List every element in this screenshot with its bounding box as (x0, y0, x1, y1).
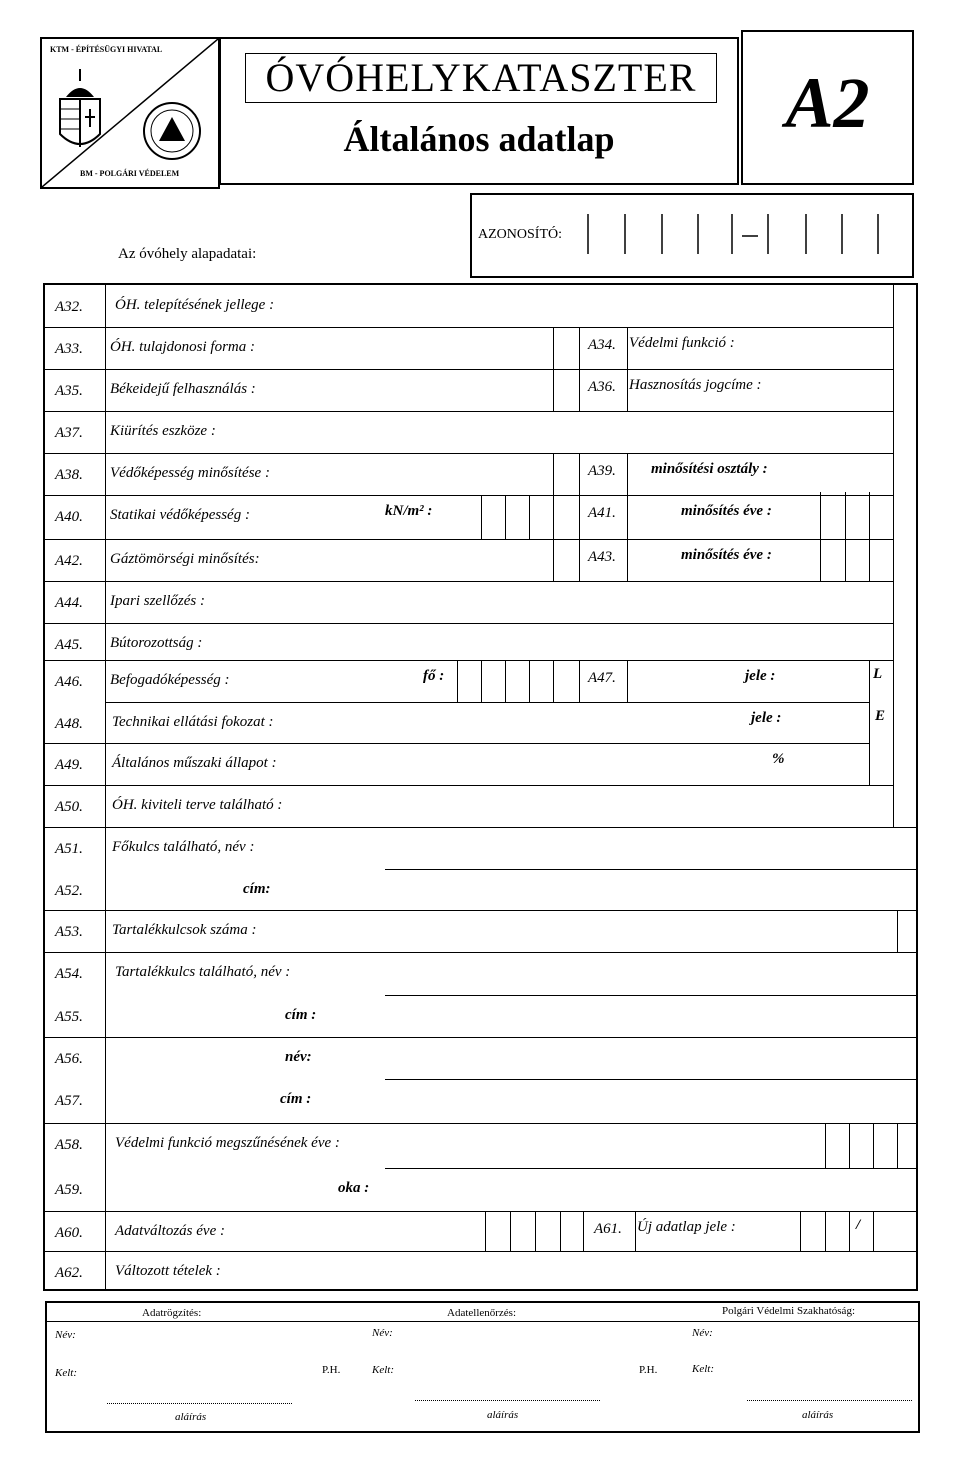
row-id: A53. (55, 924, 83, 940)
row-mark: L (873, 666, 883, 682)
row-label: Adatváltozás éve : (115, 1223, 225, 1239)
row-id: A35. (55, 383, 83, 399)
row-label: ÓH. kiviteli terve található : (112, 797, 283, 813)
row-label: Befogadóképesség : (110, 672, 230, 688)
row-id: A57. (55, 1093, 83, 1109)
row-id: A45. (55, 637, 83, 653)
row-label: cím : (285, 1007, 317, 1023)
footer-stamp-2: P.H. (639, 1364, 658, 1376)
row-id: A56. (55, 1051, 83, 1067)
row-id: A40. (55, 509, 83, 525)
civil-defence-emblem-icon (144, 103, 200, 159)
footer-date-3: Kelt: (692, 1363, 714, 1375)
footer-col3-title: Polgári Védelmi Szakhatóság: (722, 1305, 855, 1317)
row-id: A48. (55, 716, 83, 732)
row-mark: E (875, 708, 886, 724)
row-id: A51. (55, 841, 83, 857)
identifier-cells[interactable] (580, 212, 900, 256)
form-subtitle: Általános adatlap (343, 119, 615, 159)
row-id: A59. (55, 1182, 83, 1198)
footer-col2-title: Adatellenőrzés: (447, 1307, 517, 1319)
footer-signature-3: aláírás (802, 1409, 834, 1421)
row-label: ÓH. telepítésének jellege : (115, 297, 275, 313)
footer-date-2: Kelt: (372, 1364, 394, 1376)
row-id: A37. (55, 425, 83, 441)
row-id: A52. (55, 883, 83, 899)
row-id: A46. (55, 674, 83, 690)
footer-col1-title: Adatrögzítés: (142, 1307, 202, 1319)
row-right-label: % (772, 751, 785, 767)
footer-stamp-1: P.H. (322, 1364, 341, 1376)
row-id: A33. (55, 341, 83, 357)
footer-signature-1: aláírás (175, 1411, 207, 1423)
form-code: A2 (785, 63, 870, 143)
base-data-label: Az óvóhely alapadatai: (118, 246, 257, 262)
row-id: A60. (55, 1225, 83, 1241)
row-label: Tartalékkulcsok száma : (112, 922, 257, 938)
row-label: Kiürítés eszköze : (110, 423, 216, 439)
row-right-id: A41. (588, 505, 616, 521)
row-right-id: A61. (594, 1221, 622, 1237)
row-label: Tartalékkulcs található, név : (115, 964, 291, 980)
row-label: Bútorozottság : (110, 635, 203, 651)
row-id: A58. (55, 1137, 83, 1153)
row-right-label: Hasznosítás jogcíme : (629, 377, 762, 393)
footer-name-3: Név: (692, 1327, 713, 1339)
row-label: Általános műszaki állapot : (112, 755, 277, 771)
coat-of-arms-icon (60, 69, 100, 147)
row-label: Technikai ellátási fokozat : (112, 714, 274, 730)
form-title: ÓVÓHELYKATASZTER (245, 53, 717, 103)
row-right-label: minősítés éve : (681, 503, 772, 519)
row-label: Statikai védőképesség : (110, 507, 250, 523)
row-id: A38. (55, 467, 83, 483)
row-right-id: A47. (588, 670, 616, 686)
row-id: A49. (55, 757, 83, 773)
row-id: A62. (55, 1265, 83, 1281)
row-id: A44. (55, 595, 83, 611)
row-id: A55. (55, 1009, 83, 1025)
row-id: A42. (55, 553, 83, 569)
row-right-label: jele : (745, 668, 776, 684)
row-label: oka : (338, 1180, 370, 1196)
row-id: A32. (55, 299, 83, 315)
logo-panel (40, 37, 220, 189)
data-form (43, 283, 918, 1291)
row-right-id: A34. (588, 337, 616, 353)
footer-name-2: Név: (372, 1327, 393, 1339)
row-right-id: A43. (588, 549, 616, 565)
row-mark: / (856, 1217, 861, 1233)
identifier-label: AZONOSÍTÓ: (478, 227, 562, 242)
unit-label: kN/m² : (385, 503, 433, 519)
agency-logos (42, 39, 218, 187)
row-right-label: minősítési osztály : (651, 461, 768, 477)
row-right-label: jele : (751, 710, 782, 726)
row-label: cím: (243, 881, 271, 897)
footer-signature-2: aláírás (487, 1409, 519, 1421)
unit-label: fő : (423, 668, 445, 684)
row-label: név: (285, 1049, 312, 1065)
agency-bottom-text: BM - POLGÁRI VÉDELEM (80, 169, 180, 178)
row-label: ÓH. tulajdonosi forma : (110, 339, 256, 355)
row-label: Védelmi funkció megszűnésének éve : (115, 1135, 340, 1151)
row-label: cím : (280, 1091, 312, 1107)
row-label: Védőképesség minősítése : (110, 465, 270, 481)
footer-name-1: Név: (55, 1329, 76, 1341)
row-right-label: minősítés éve : (681, 547, 772, 563)
signature-footer (45, 1301, 920, 1433)
row-id: A54. (55, 966, 83, 982)
row-right-label: Új adatlap jele : (637, 1219, 736, 1235)
row-right-id: A39. (588, 463, 616, 479)
row-id: A50. (55, 799, 83, 815)
row-label: Békeidejű felhasználás : (110, 381, 256, 397)
row-label: Gáztömörségi minősítés: (110, 551, 260, 567)
agency-top-text: KTM - ÉPÍTÉSÜGYI HIVATAL (50, 45, 163, 54)
footer-date-1: Kelt: (55, 1367, 77, 1379)
row-label: Változott tételek : (115, 1263, 221, 1279)
row-label: Főkulcs található, név : (112, 839, 255, 855)
row-right-label: Védelmi funkció : (629, 335, 735, 351)
row-label: Ipari szellőzés : (110, 593, 205, 609)
row-right-id: A36. (588, 379, 616, 395)
